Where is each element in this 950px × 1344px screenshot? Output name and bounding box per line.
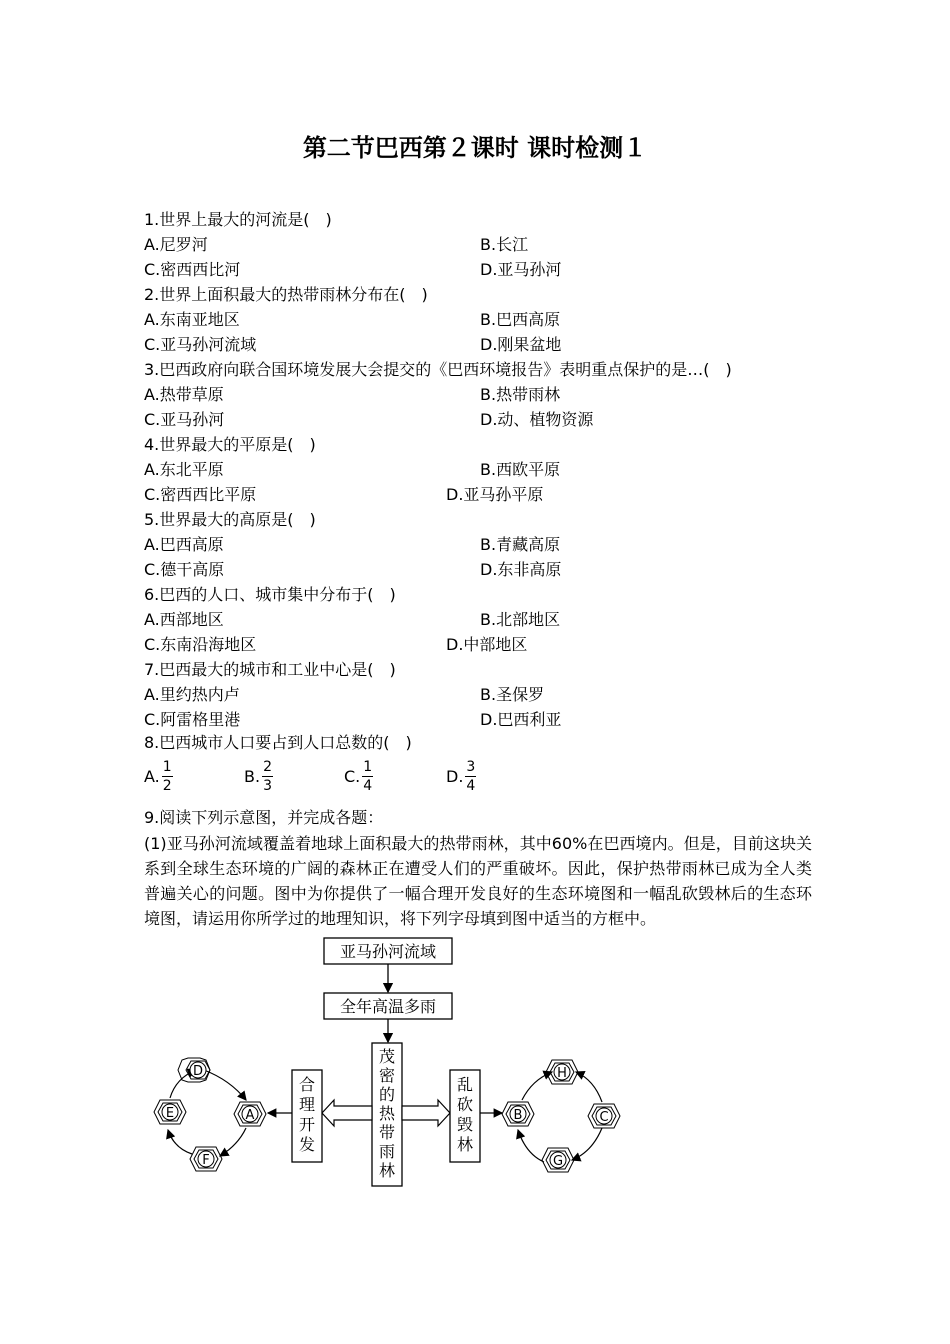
box-rainforest-label [379,1047,396,1180]
question-5: 5.世界最大的高原是( ) [144,510,316,529]
node-label: F [202,1153,210,1168]
right-cycle [502,1060,620,1172]
char: 的 [378,1085,396,1104]
option-c: C.亚马孙河 [144,410,225,429]
option-d: D.动、植物资源 [480,410,594,429]
option-d: D.刚果盆地 [480,335,562,354]
char: 毁 [456,1115,474,1134]
option-c: C.密西西比平原 [144,485,257,504]
char: 带 [378,1123,396,1142]
fraction [262,758,273,795]
node-label: C [599,1110,609,1125]
numerator: 2 [263,759,272,775]
q8-option-label: D. [446,767,464,786]
question-7: 7.巴西最大的城市和工业中心是( ) [144,660,396,679]
question-3: 3.巴西政府向联合国环境发展大会提交的《巴西环境报告》表明重点保护的是…( ) [144,360,732,379]
option-d: D.东非高原 [480,560,562,579]
option-d: D.中部地区 [446,635,528,654]
option-c: C.密西西比河 [144,260,241,279]
option-b: B.圣保罗 [480,685,545,704]
denominator: 4 [466,778,476,794]
option-a: A.东南亚地区 [144,310,240,329]
char: 林 [456,1135,474,1154]
option-b: B.长江 [480,235,529,254]
q8-option-label: A. [144,767,160,786]
node-label: A [245,1108,255,1123]
question-1: 1.世界上最大的河流是( ) [144,210,332,229]
option-c: C.阿雷格里港 [144,710,241,729]
node-f [190,1147,222,1171]
option-a: A.里约热内卢 [144,685,240,704]
char: 发 [298,1135,316,1154]
option-d: D.亚马孙平原 [446,485,544,504]
q8-option-d [446,758,476,795]
option-a: A.尼罗河 [144,235,208,254]
box-amazon-basin-label: 亚马孙河流域 [339,942,437,961]
denominator: 2 [162,778,172,794]
q8-option-b [244,758,273,795]
node-label: E [165,1106,175,1121]
denominator: 3 [263,778,272,794]
box-deforestation-label [457,1075,473,1154]
numerator: 3 [466,759,476,775]
option-c: C.东南沿海地区 [144,635,257,654]
option-d: D.巴西利亚 [480,710,562,729]
question-9: 9.阅读下列示意图，并完成各题： [144,808,384,827]
option-b: B.北部地区 [480,610,561,629]
node-label: H [557,1066,567,1081]
option-a: A.巴西高原 [144,535,224,554]
char: 热 [378,1104,396,1123]
node-label: G [552,1154,564,1169]
option-b: B.巴西高原 [480,310,561,329]
hollow-arrow-right [402,1100,450,1126]
option-a: A.西部地区 [144,610,224,629]
ecology-diagram [140,930,640,1190]
page-title: 第二节巴西第２课时 课时检测１ [302,134,648,162]
denominator: 4 [363,778,373,794]
option-a: A.热带草原 [144,385,224,404]
node-c [588,1104,620,1128]
question-8: 8.巴西城市人口要占到人口总数的( ) [144,733,412,752]
question-2: 2.世界上面积最大的热带雨林分布在( ) [144,285,428,304]
question-4: 4.世界最大的平原是( ) [144,435,316,454]
numerator: 1 [363,759,373,775]
fraction [362,758,373,795]
char: 开 [298,1115,316,1134]
option-d: D.亚马孙河 [480,260,562,279]
char: 乱 [456,1075,474,1094]
option-b: B.热带雨林 [480,385,561,404]
q8-option-c [344,758,373,795]
fraction [465,758,476,795]
option-c: C.亚马孙河流域 [144,335,257,354]
char: 理 [298,1095,316,1114]
char: 砍 [456,1095,474,1114]
option-b: B.西欧平原 [480,460,561,479]
char: 茂 [378,1047,396,1066]
question-9-paragraph: (1)亚马孙河流域覆盖着地球上面积最大的热带雨林，其中60%在巴西境内。但是，目前这块关系到全球生态环境的广阔的森林正在遭受人们的严重破坏。因此，保护热带雨林已成为全人类普遍关心的问题。图中为你提供了一幅合理开发良好的生态环境图和一幅乱砍毁林后的生态环境图，请运用你所学过的地理知识，将下列字母填到图中适当的方框中。 [144,834,812,928]
q8-option-label: B. [244,767,261,786]
q8-option-label: C. [344,767,361,786]
option-b: B.青藏高原 [480,535,561,554]
left-cycle [154,1058,266,1171]
node-label: B [513,1108,523,1123]
char: 林 [378,1161,396,1180]
option-a: A.东北平原 [144,460,224,479]
node-e [154,1100,186,1124]
numerator: 1 [162,759,172,775]
node-a [234,1102,266,1126]
char: 密 [378,1066,396,1085]
option-c: C.德干高原 [144,560,225,579]
fraction [162,758,173,795]
node-g [542,1148,574,1172]
node-label: D [192,1064,204,1079]
box-rational-development-label [299,1075,315,1154]
char: 合 [298,1075,316,1094]
q8-option-a [144,758,173,795]
char: 雨 [378,1142,396,1161]
node-b [502,1102,534,1126]
hollow-arrow-left [322,1100,372,1126]
question-6: 6.巴西的人口、城市集中分布于( ) [144,585,396,604]
box-hot-rainy-label: 全年高温多雨 [339,997,437,1016]
